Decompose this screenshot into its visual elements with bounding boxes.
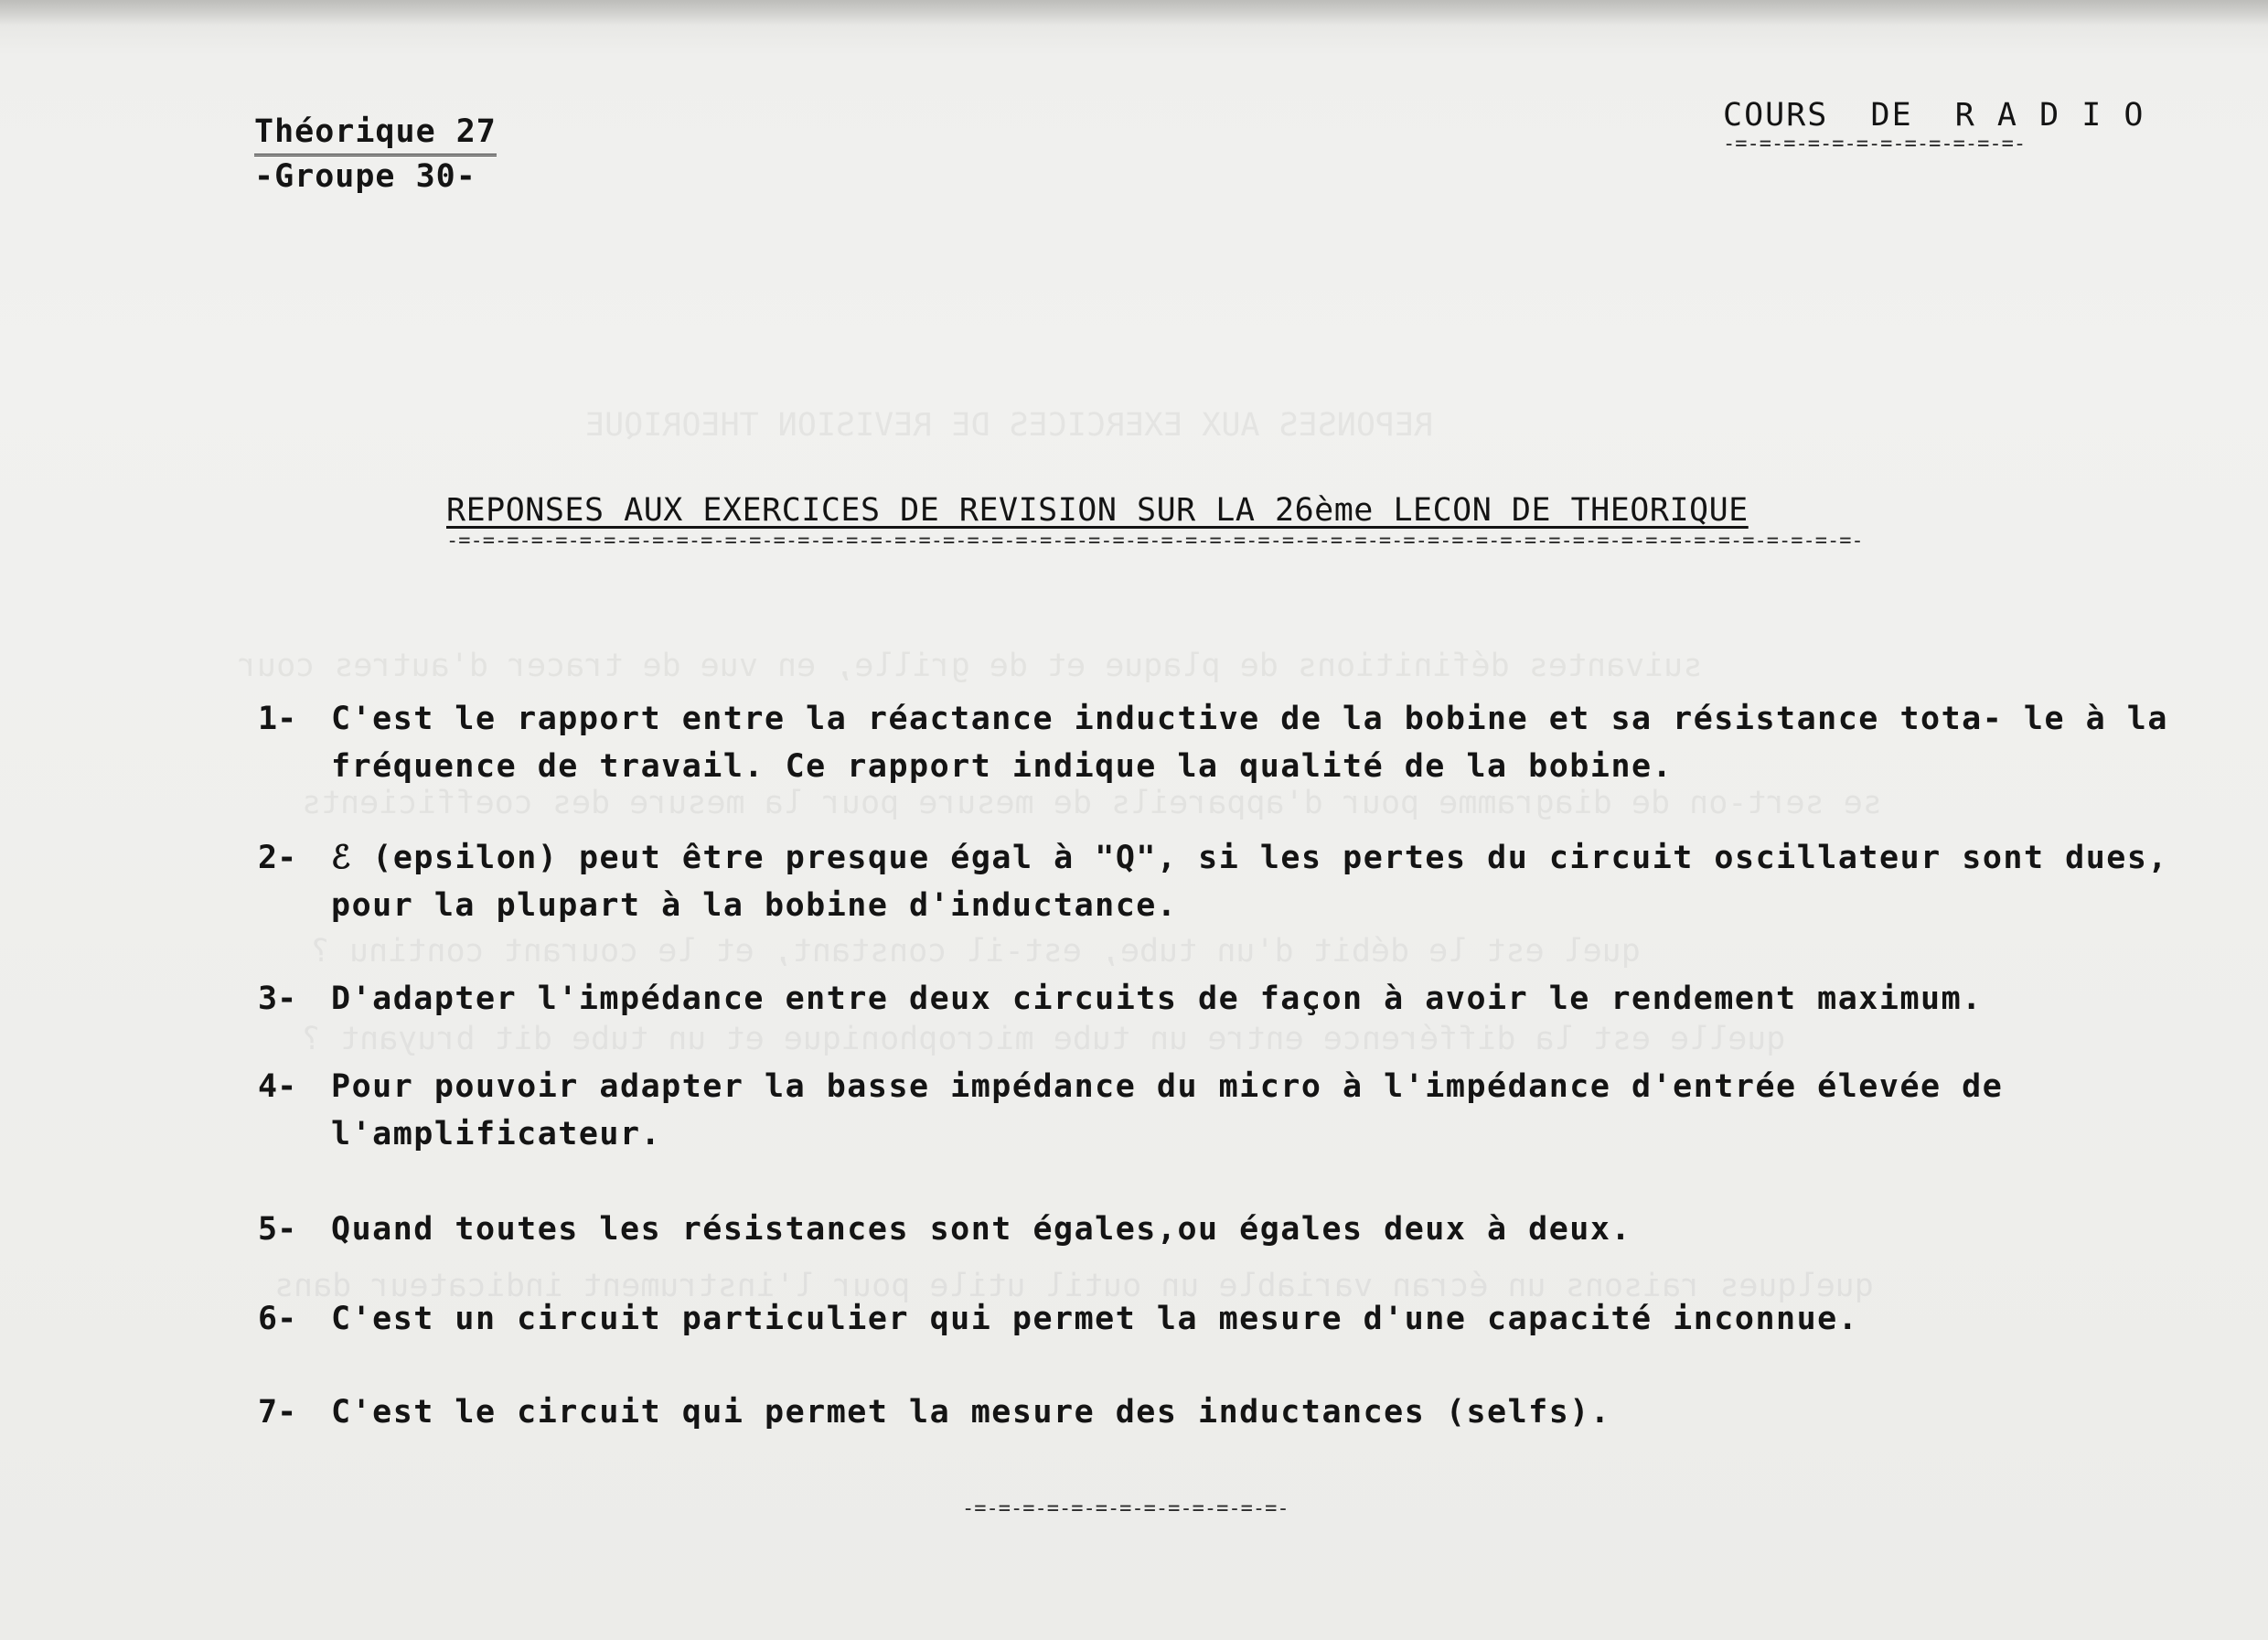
document-title-underline: -=-=-=-=-=-=-=-=-=-=-=-=-=-=-=-=-=-=-=-=-=-=-=-=-=-=-=-=-=-=-=-=-=-=-=-=-=-=-=-=-=-=-=-=-=-=-=-=-=-=-=-=-=-=-=-=-=-=- bbox=[446, 532, 1864, 551]
answer-text: Quand toutes les résistances sont égales,ou égales deux à deux. bbox=[331, 1211, 1632, 1248]
document-title-block bbox=[446, 490, 1984, 551]
document-title: REPONSES AUX EXERCICES DE REVISION SUR LA 26ème LECON DE THEORIQUE bbox=[446, 492, 1749, 529]
answer-item bbox=[258, 695, 2206, 790]
bleed-through: suivantes définitions de plaque et de grille, en vue de tracer d'autres cour bbox=[238, 648, 1703, 684]
answer-item bbox=[258, 834, 2206, 929]
bleed-through: quelques raisons un écran variable un outil utile pour l'instrument indicateur dans bbox=[274, 1268, 1874, 1304]
answer-text: ℰ (epsilon) peut être presque égal à "Q", si les pertes du circuit oscillateur sont dues, pour la plupart à la bobine d'inductance. bbox=[331, 840, 2169, 924]
answer-number: 6- bbox=[258, 1301, 297, 1337]
bleed-through: se sert-on de diagramme pour d'appareils de mesure pour la mesure des coefficients bbox=[302, 785, 1882, 821]
answer-number: 7- bbox=[258, 1394, 297, 1431]
course-title-underline: -=-=-=-=-=-=-=-=-=-=-=-=- bbox=[1723, 135, 2027, 154]
lesson-number: Théorique 27 bbox=[254, 112, 497, 156]
answer-text: D'adapter l'impédance entre deux circuits de façon à avoir le rendement maximum. bbox=[331, 981, 1983, 1017]
answer-text: Pour pouvoir adapter la basse impédance du micro à l'impédance d'entrée élevée de l'amplificateur. bbox=[331, 1068, 2004, 1152]
answer-number: 4- bbox=[258, 1068, 297, 1105]
answer-text: C'est un circuit particulier qui permet la mesure d'une capacité inconnue. bbox=[331, 1301, 1859, 1337]
footer-separator: -=-=-=-=-=-=-=-=-=-=-=-=-=- bbox=[962, 1500, 1289, 1518]
answer-number: 3- bbox=[258, 981, 297, 1017]
answer-text: C'est le rapport entre la réactance inductive de la bobine et sa résistance tota- le à la fréquence de travail. Ce rapport indique la qualité de la bobine. bbox=[331, 701, 2168, 785]
group-number: -Groupe 30- bbox=[254, 158, 476, 195]
course-title: COURS DE R A D I O bbox=[1723, 97, 2145, 134]
answer-text: C'est le circuit qui permet la mesure des inductances (selfs). bbox=[331, 1394, 1611, 1431]
lesson-reference bbox=[254, 112, 497, 197]
answer-item bbox=[258, 1063, 2206, 1158]
course-title-block bbox=[1723, 95, 2145, 154]
answer-number: 1- bbox=[258, 701, 297, 737]
bleed-through: quel est le débit d'un tube, est-il constant, et le courant continu ? bbox=[311, 933, 1641, 970]
answer-number: 5- bbox=[258, 1211, 297, 1248]
bleed-through: quelle est la différence entre un tube microphonique et un tube dit bruyant ? bbox=[302, 1021, 1786, 1057]
bleed-through: REPONSES AUX EXERCICES DE REVISION THEORIQUE bbox=[585, 407, 1434, 444]
answer-item bbox=[258, 1206, 2206, 1253]
answer-item bbox=[258, 1388, 2206, 1436]
answer-item bbox=[258, 1295, 2206, 1343]
answer-item bbox=[258, 975, 2206, 1023]
answer-number: 2- bbox=[258, 840, 297, 876]
scan-shadow bbox=[0, 0, 2268, 26]
